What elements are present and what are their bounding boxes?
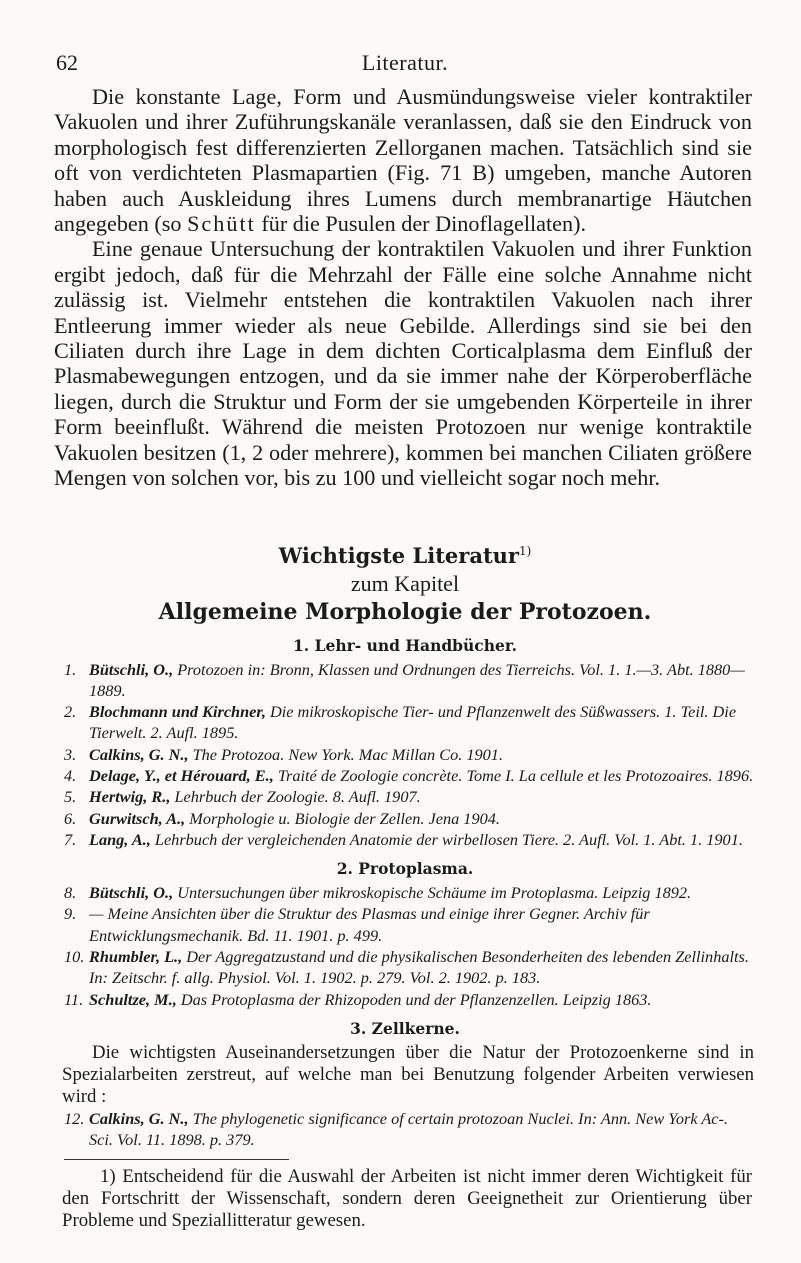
reference-text: Lehrbuch der Zoologie. 8. Aufl. 1907. xyxy=(170,787,421,807)
reference-list xyxy=(46,1108,764,1151)
reference-author: Bütschli, O., xyxy=(89,883,174,903)
literature-title-text: Wichtigste Literatur xyxy=(278,542,519,568)
reference-number: 11. xyxy=(64,989,84,1009)
reference-item xyxy=(46,829,756,850)
reference-item xyxy=(46,786,756,807)
reference-author: Rhumbler, L., xyxy=(89,947,183,967)
page-number: 62 xyxy=(56,50,78,75)
literature-heading xyxy=(46,537,764,627)
reference-number: 12. xyxy=(64,1108,85,1128)
reference-text: Traité de Zoologie concrète. Tome I. La cellule et les Protozoaires. 1896. xyxy=(273,765,754,785)
literature-title xyxy=(46,537,764,570)
reference-author: Lang, A., xyxy=(89,829,151,849)
reference-number: 1. xyxy=(64,659,77,679)
reference-author: Schultze, M., xyxy=(89,989,177,1009)
paragraph-1-end: für die Pusulen der Dinoflagellaten). xyxy=(261,211,587,237)
reference-list xyxy=(46,882,764,1010)
reference-number: 2. xyxy=(64,702,77,722)
running-title: Literatur. xyxy=(361,50,449,75)
reference-number: 8. xyxy=(64,883,77,903)
reference-number: 9. xyxy=(64,904,77,924)
reference-number: 4. xyxy=(64,765,77,785)
reference-item xyxy=(46,946,756,989)
reference-number: 6. xyxy=(64,808,77,828)
reference-item xyxy=(46,765,756,786)
footnote-divider xyxy=(64,1159,289,1160)
reference-item xyxy=(46,744,756,765)
reference-text: Der Aggregatzustand und die physikalischen Besonderheiten des lebenden Zellinhalts. In: Zeitschr. f. allg. Physiol. Vol. 1. 1902. p. 279. Vol. 2. 1902. p. 183. xyxy=(89,947,749,988)
paragraph-1-text: Die konstante Lage, Form und Ausmündungsweise vieler kontraktiler Vakuolen und ihrer Zuführungskanäle veranlassen, daß sie den Eindruck von morphologisch fest differenzierten Zellorganen machen. Tatsächlich sind sie oft von verdichteten Plasmapartien (Fig. 71 B) umgeben, manche Autoren haben auch Auskleidung ihres Lumens durch membranartige Häutchen angegeben (so xyxy=(54,84,752,237)
section-note: Die wichtigsten Auseinandersetzungen über die Natur der Protozoenkerne sind in Spezialarbeiten zerstreut, auf welche man bei Benutzung folgender Arbeiten verwiesen wird : xyxy=(62,1041,754,1107)
reference-number: 3. xyxy=(64,744,77,764)
footnote: 1) Entscheidend für die Auswahl der Arbeiten ist nicht immer deren Wichtigkeit für den Fortschritt der Wissenschaft, sondern deren Geeignetheit zur Orientierung über Probleme und Speziallitteratur gewesen. xyxy=(62,1165,752,1231)
paragraph-2: Eine genaue Untersuchung der kontraktilen Vakuolen und ihrer Funktion ergibt jedoch, daß für die Mehrzahl der Fälle eine solche Annahme nicht zulässig ist. Vielmehr entstehen die kontraktilen Vakuolen nach ihrer Entleerung immer wieder als neue Gebilde. Allerdings sind sie bei den Ciliaten durch ihre Lage in dem dichten Corticalplasma dem Einfluß der Plasmabewegungen entzogen, und da sie immer nahe der Körperoberfläche liegen, durch die Struktur und Form der sie umgebenden Körperteile in ihrer Form beeinflußt. Während die meisten Protozoen nur wenige kontraktile Vakuolen besitzen (1, 2 oder mehrere), kommen bei manchen Ciliaten größere Mengen von solchen vor, bis zu 100 und vielleicht sogar noch mehr. xyxy=(54,236,752,491)
reference-text: The phylogenetic significance of certain protozoan Nuclei. In: Ann. New York Ac-. Sci. Vol. 11. 1898. p. 379. xyxy=(89,1108,728,1150)
reference-text: Untersuchungen über mikroskopische Schäume im Protoplasma. Leipzig 1892. xyxy=(173,883,692,903)
literature-subtitle: zum Kapitel xyxy=(350,570,460,596)
page-header xyxy=(46,18,764,74)
reference-author: Blochmann und Kirchner, xyxy=(89,702,266,722)
reference-item xyxy=(46,903,756,946)
reference-text: Das Protoplasma der Rhizopoden und der Pflanzenzellen. Leipzig 1863. xyxy=(176,989,652,1009)
reference-number: 10. xyxy=(64,947,85,967)
book-page xyxy=(46,18,764,1232)
reference-author: Delage, Y., et Hérouard, E., xyxy=(89,765,274,785)
reference-item xyxy=(46,1108,756,1151)
reference-text: — Meine Ansichten über die Struktur des Plasmas und einige ihrer Gegner. Archiv für Entwicklungsmechanik. Bd. 11. 1901. p. 499. xyxy=(89,904,650,945)
chapter-title: Allgemeine Morphologie der Protozoen. xyxy=(158,598,652,625)
reference-text: The Protozoa. New York. Mac Millan Co. 1901. xyxy=(188,744,504,764)
reference-author: Hertwig, R., xyxy=(89,787,171,807)
reference-list xyxy=(46,659,764,851)
footnote-marker: 1) xyxy=(518,543,532,558)
reference-number: 5. xyxy=(64,787,77,807)
author-spaced: Schütt xyxy=(187,211,256,237)
reference-author: Bütschli, O., xyxy=(89,659,174,679)
reference-author: Calkins, G. N., xyxy=(89,744,189,764)
reference-item xyxy=(46,659,756,702)
reference-text: Die mikroskopische Tier- und Pflanzenwelt des Süßwassers. 1. Teil. Die Tierwelt. 2. Aufl. 1895. xyxy=(89,702,737,743)
reference-item xyxy=(46,808,756,829)
literature-sections xyxy=(46,635,764,1151)
reference-text: Morphologie u. Biologie der Zellen. Jena 1904. xyxy=(185,808,500,828)
paragraph-1 xyxy=(54,84,752,236)
reference-author: Calkins, G. N., xyxy=(89,1108,189,1128)
reference-number: 7. xyxy=(64,829,77,849)
section-heading: 2. Protoplasma. xyxy=(336,859,474,879)
reference-item xyxy=(46,882,756,903)
reference-item xyxy=(46,989,756,1010)
body-text xyxy=(54,84,752,491)
reference-item xyxy=(46,701,756,744)
section-heading: 3. Zellkerne. xyxy=(350,1018,460,1038)
reference-author: Gurwitsch, A., xyxy=(89,808,186,828)
section-heading: 1. Lehr- und Handbücher. xyxy=(293,635,517,655)
reference-text: Lehrbuch der vergleichenden Anatomie der wirbellosen Tiere. 2. Aufl. Vol. 1. Abt. 1. 1901. xyxy=(150,829,743,849)
reference-text: Protozoen in: Bronn, Klassen und Ordnungen des Tierreichs. Vol. 1. 1.—3. Abt. 1880—1889. xyxy=(89,659,745,700)
